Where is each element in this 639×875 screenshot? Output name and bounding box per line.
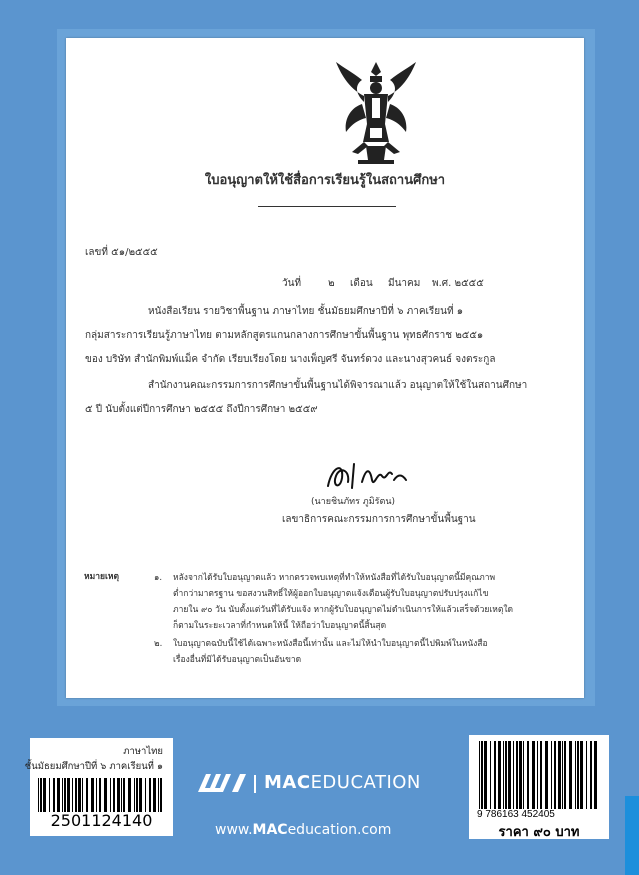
month-label: เดือน bbox=[350, 278, 373, 289]
note-1-line-4: ก็ตามในระยะเวลาที่กำหนดให้นี้ ให้ถือว่าใบอนุญาตนี้สิ้นสุด bbox=[173, 621, 387, 631]
date-label: วันที่ bbox=[282, 278, 302, 289]
subject-name: ภาษาไทย bbox=[123, 746, 163, 757]
document-title: ใบอนุญาตให้ใช้สื่อการเรียนรู้ในสถานศึกษา bbox=[204, 173, 446, 188]
garuda-emblem-icon bbox=[334, 58, 418, 178]
note-2-line-2: เรื่องอื่นที่มิได้รับอนุญาตเป็นอันขาด bbox=[173, 655, 302, 665]
note-2-line-1: ใบอนุญาตฉบับนี้ใช้ได้เฉพาะหนังสือนี้เท่านั้น และไม่ให้นำใบอนุญาตนี้ไปพิมพ์ในหนังสือ bbox=[173, 639, 488, 649]
body-line-4: สำนักงานคณะกรรมการการศึกษาขั้นพื้นฐานได้พิจารณาแล้ว อนุญาตให้ใช้ในสถานศึกษา bbox=[148, 380, 528, 391]
isbn-number: 9 786163 452405 bbox=[477, 809, 555, 820]
isbn-barcode-box bbox=[469, 735, 609, 839]
internal-barcode bbox=[36, 778, 166, 812]
accent-tab bbox=[625, 796, 639, 875]
note-1-line-3: ภายใน ๙๐ วัน นับตั้งแต่วันที่ได้รับแจ้ง หากผู้รับใบอนุญาตไม่ดำเนินการให้แล้วเสร็จด้วยเหตุใด bbox=[173, 605, 514, 615]
date-year: พ.ศ. ๒๕๕๕ bbox=[432, 278, 484, 289]
body-line-3: ของ บริษัท สำนักพิมพ์แม็ค จำกัด เรียบเรียงโดย นางเพ็ญศรี จันทร์ดวง และนางสุวคนธ์ จงตระกูล bbox=[85, 354, 496, 365]
mac-logo-mark-icon bbox=[198, 774, 246, 792]
logo-divider bbox=[254, 775, 256, 793]
signer-title: เลขาธิการคณะกรรมการการศึกษาขั้นพื้นฐาน bbox=[282, 514, 476, 525]
internal-barcode-number: 2501124140 bbox=[50, 811, 153, 830]
website-url: www.MACeducation.com bbox=[215, 822, 392, 838]
license-number: เลขที่ ๕๑/๒๕๕๕ bbox=[85, 247, 158, 258]
logo-wordmark: MACEDUCATION bbox=[264, 772, 421, 793]
mac-education-logo bbox=[198, 772, 438, 794]
license-document bbox=[66, 38, 584, 698]
title-underline bbox=[258, 206, 396, 207]
subject-label-box bbox=[24, 738, 173, 836]
date-month: มีนาคม bbox=[388, 278, 421, 289]
isbn-barcode bbox=[477, 741, 601, 809]
subject-level: ชั้นมัธยมศึกษาปีที่ ๖ ภาคเรียนที่ ๑ bbox=[24, 761, 163, 772]
note-1-line-1: หลังจากได้รับใบอนุญาตแล้ว หากตรวจพบเหตุที่ทำให้หนังสือที่ได้รับใบอนุญาตนี้มีคุณภาพ bbox=[173, 573, 496, 583]
note-1-line-2: ต่ำกว่ามาตรฐาน ขอสงวนสิทธิ์ให้ผู้ออกใบอนุญาตแจ้งเตือนผู้รับใบอนุญาตปรับปรุงแก้ไข bbox=[173, 589, 489, 599]
note-1-number: ๑. bbox=[154, 573, 163, 583]
date-day: ๒ bbox=[328, 278, 335, 289]
signer-name: (นายชินภัทร ภูมิรัตน) bbox=[311, 497, 396, 507]
signature bbox=[322, 456, 442, 496]
notes-label: หมายเหตุ bbox=[84, 572, 119, 582]
price-label: ราคา ๙๐ บาท bbox=[498, 825, 580, 840]
body-line-1: หนังสือเรียน รายวิชาพื้นฐาน ภาษาไทย ชั้นมัธยมศึกษาปีที่ ๖ ภาคเรียนที่ ๑ bbox=[148, 306, 464, 317]
body-line-2: กลุ่มสาระการเรียนรู้ภาษาไทย ตามหลักสูตรแกนกลางการศึกษาขั้นพื้นฐาน พุทธศักราช ๒๕๕๑ bbox=[85, 330, 484, 341]
body-line-5: ๕ ปี นับตั้งแต่ปีการศึกษา ๒๕๕๕ ถึงปีการศึกษา ๒๕๕๙ bbox=[85, 404, 318, 415]
note-2-number: ๒. bbox=[154, 639, 163, 649]
